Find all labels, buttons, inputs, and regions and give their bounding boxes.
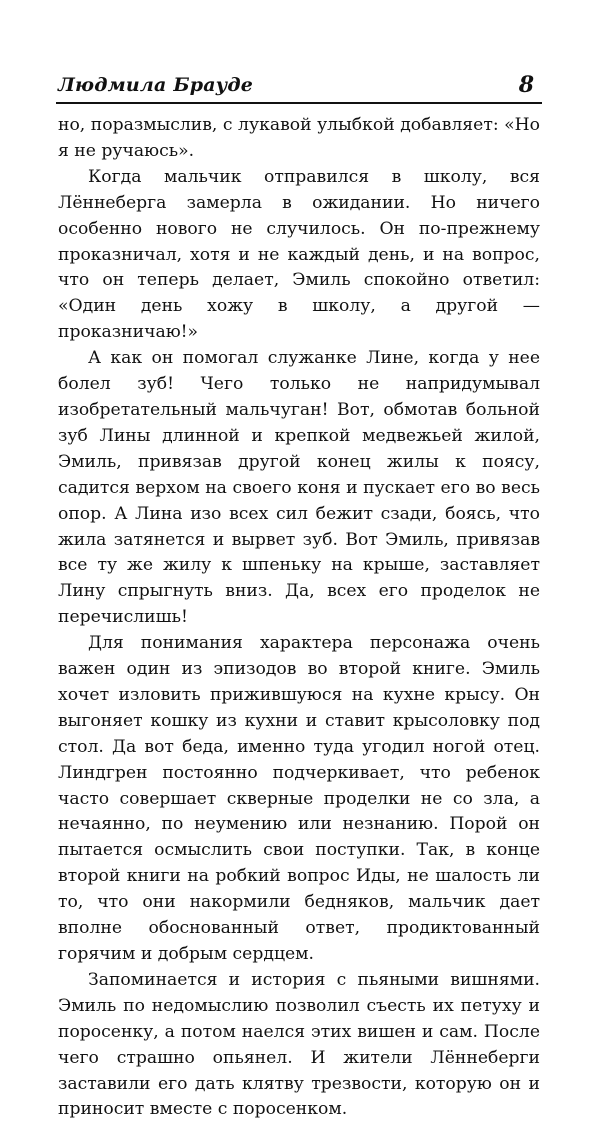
running-header bbox=[56, 72, 542, 102]
running-head-author: Людмила Брауде bbox=[58, 74, 254, 96]
paragraph: А как он помогал служанке Лине, когда у нее болел зуб! Чего только не напридумывал изобретательный мальчуган! Вот, обмотав больной зуб Лины длинной и крепкой медвежьей жилой, Эмиль, привязав другой конец жилы к поясу, садится верхом на своего коня и пускает его во весь опор. А Лина изо всех сил бежит сзади, боясь, что жила затянется и вырвет зуб. Вот Эмиль, привязав все ту же жилу к шпеньку на крыше, заставляет Лину спрыгнуть вниз. Да, всех его проделок не перечислишь! bbox=[58, 348, 540, 628]
paragraph-continued: но, поразмыслив, с лукавой улыбкой добавляет: «Но я не ручаюсь». bbox=[58, 115, 540, 161]
paragraph: Запоминается и история с пьяными вишнями. Эмиль по недомыслию позволил съесть их петуху и поросенку, а потом наелся этих вишен и сам. После чего страшно опьянел. И жители Лённеберги заставили его дать клятву трезвости, которую он и приносит вместе с поросенком. bbox=[58, 969, 540, 1120]
paragraph: Для понимания характера персонажа очень важен один из эпизодов во второй книге. Эмиль хочет изловить прижившуюся на кухне крысу. Он выгоняет кошку из кухни и ставит крысоловку под стол. Да вот беда, именно туда угодил ногой отец. Линдгрен постоянно подчеркивает, что ребенок часто совершает скверные проделки не со зла, а нечаянно, по неумению или незнанию. Порой он пытается осмыслить свои поступки. Так, в конце второй книги на робкий вопрос Иды, не шалость ли то, что они накормили бедняков, мальчик дает вполне обоснованный ответ, продиктованный горячим и добрым сердцем. bbox=[58, 633, 540, 964]
paragraph: Когда мальчик отправился в школу, вся Лённеберга замерла в ожидании. Но ничего особенно нового не случилось. Он по-прежнему проказничал, хотя и не каждый день, и на вопрос, что он теперь делает, Эмиль спокойно ответил: «Один день хожу в школу, а другой — проказничаю!» bbox=[58, 166, 540, 343]
page-number: 8 bbox=[518, 72, 534, 98]
body-text bbox=[58, 113, 540, 1123]
header-rule bbox=[56, 102, 542, 104]
